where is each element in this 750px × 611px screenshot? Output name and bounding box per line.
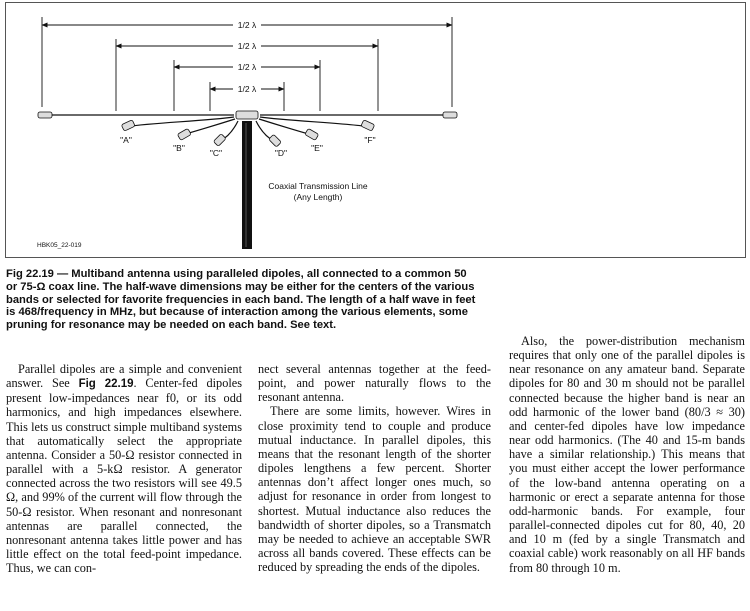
coax-label-line1: Coaxial Transmission Line [268,181,368,191]
body-column-3 [509,334,745,575]
body-column-2 [258,362,491,574]
insulator-f [361,120,375,131]
body-column-1 [6,362,242,575]
insulator-c [213,134,226,147]
span-label-2: 1/2 λ [237,41,257,51]
span-label-1: 1/2 λ [237,20,257,30]
span-label-3: 1/2 λ [237,62,257,72]
insulator-e [305,128,319,140]
insulator-f-end [443,112,457,118]
dipole-label-d: "D" [274,148,288,158]
dipole-label-f: "F" [364,135,376,145]
insulator-b [177,128,191,140]
col3-paragraph-1: Also, the power-distribution mechanism requires that only one of the parallel dipoles is near resonance on any amateur band. Separate dipoles for 80 and 30 m should not be parallel connected because the higher band is near an odd harmonic of the lower band (80/3 ≈ 30) and center-fed dipoles have low impedance near odd harmonics. (The 40 and 15-m bands have a similar relationship.) This means that you must either accept the lower performance of the low-band antenna operating on a harmonic or erect a separate antenna for those odd-harmonic bands. For example, four parallel-connected dipoles cut for 80, 40, 20 and 10 m (fed by a single Transmatch and coaxial cable) work reasonably on all HF bands from 80 through 10 m. [509,334,745,575]
col1-paragraph: Parallel dipoles are a simple and convenient answer. See Fig 22.19. Center-fed dipoles present low-impedances near f0, or its odd harmonics, and high impedances elsewhere. This lets us construct simple multiband systems that automatically select the appropriate antenna. Consider a 50-Ω resistor connected in parallel with a 5-kΩ resistor. A generator connected across the two resistors will see 49.5 Ω, and 99% of the current will flow through the 50-Ω resistor. When resonant and nonresonant antennas are parallel connected, the nonresonant antenna takes little power and has little effect on the total feed-point impedance. Thus, we can con- [6,362,243,576]
center-insulator [236,111,258,119]
coax-label-line2: (Any Length) [293,192,343,202]
insulator-d [269,134,282,147]
figure-reference: Fig 22.19 [78,378,134,391]
figure-panel [5,2,746,258]
col2-paragraph-2: There are some limits, however. Wires in close proximity tend to couple and produce mutual inductance. In parallel dipoles, this means that the resonant length of the shorter dipoles lengthens a few percent. Shorter antennas don’t affect longer ones much, so adjust for resonance in order from longest to shortest. Mutual inductance also reduces the bandwidth of shorter dipoles, so a Transmatch may be needed to achieve an acceptable SWR across all bands covered. These effects can be reduced by spreading the ends of the dipoles. [258,404,491,575]
figure-caption: Fig 22.19 — Multiband antenna using paralleled dipoles, all connected to a common 50 or 75-Ω coax line. The half-wave dimensions may be either for the centers of the various bands or selected for favorite frequencies in each band. The length of a half wave in feet is 468/frequency in MHz, but because of interaction among the various elements, some pruning for resonance may be needed on each band. See text. [6,268,476,332]
coax-cable [242,121,252,249]
insulator-a [121,120,135,131]
span-label-4: 1/2 λ [237,84,257,94]
dipole-label-c: "C" [209,148,223,158]
col2-paragraph-1: nect several antennas together at the feed-point, and power naturally flows to the resonant antenna. [258,362,491,405]
parallel-dipole-diagram [6,3,747,259]
dipole-label-a: "A" [120,135,132,145]
dipole-label-e: "E" [311,143,323,153]
dipole-label-b: "B" [173,143,185,153]
insulator-a-end [38,112,52,118]
figure-id: HBK05_22-019 [37,242,82,249]
